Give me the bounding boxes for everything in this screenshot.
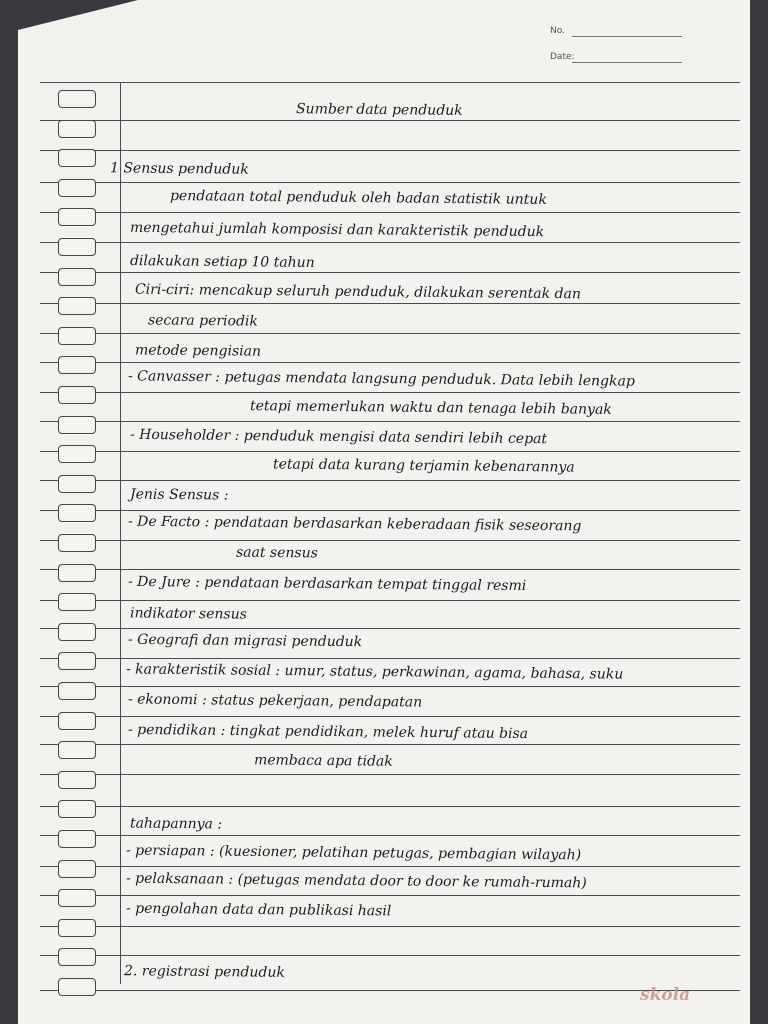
margin-checkbox <box>58 179 96 197</box>
ruled-line <box>40 716 740 717</box>
margin-checkbox <box>58 771 96 789</box>
page-title: Sumber data penduduk <box>295 101 463 119</box>
line-25: - pengolahan data dan publikasi hasil <box>125 900 392 920</box>
ruled-line <box>40 421 740 422</box>
ruled-line <box>40 392 740 393</box>
line-26: 2. registrasi penduduk <box>123 963 285 981</box>
ruled-line <box>40 182 740 183</box>
line-4: dilakukan setiap 10 tahun <box>129 253 315 271</box>
line-1: 1 Sensus penduduk <box>109 160 249 178</box>
line-24: - pelaksanaan : (petugas mendata door to door ke rumah-rumah) <box>125 870 587 892</box>
notebook-page <box>18 0 750 1024</box>
line-3: mengetahui jumlah komposisi dan karakteristik penduduk <box>129 219 545 241</box>
ruled-line <box>40 540 740 541</box>
margin-line <box>120 82 121 984</box>
margin-checkbox <box>58 90 96 108</box>
margin-checkbox <box>58 475 96 493</box>
ruled-line <box>40 480 740 481</box>
ruled-line <box>40 990 740 991</box>
ruled-line <box>40 362 740 363</box>
ruled-line <box>40 774 740 775</box>
line-5: Ciri-ciri: mencakup seluruh penduduk, dilakukan serentak dan <box>134 281 581 303</box>
margin-checkbox <box>58 356 96 374</box>
margin-checkbox <box>58 416 96 434</box>
margin-checkbox <box>58 800 96 818</box>
ruled-line <box>40 744 740 745</box>
margin-checkbox <box>58 297 96 315</box>
margin-checkbox <box>58 978 96 996</box>
line-22: tahapannya : <box>129 815 223 833</box>
line-13: - De Facto : pendataan berdasarkan keberadaan fisik seseorang <box>127 513 582 535</box>
line-20: - pendidikan : tingkat pendidikan, melek huruf atau bisa <box>127 721 529 743</box>
ruled-line <box>40 895 740 896</box>
margin-checkbox <box>58 504 96 522</box>
ruled-line <box>40 303 740 304</box>
line-11: tetapi data kurang terjamin kebenarannya <box>272 456 575 476</box>
ruled-line <box>40 212 740 213</box>
ruled-line <box>40 955 740 956</box>
ruled-line <box>40 150 740 151</box>
ruled-line <box>40 926 740 927</box>
line-10: - Householder : penduduk mengisi data sendiri lebih cepat <box>129 426 548 448</box>
margin-checkbox <box>58 445 96 463</box>
margin-checkbox <box>58 682 96 700</box>
line-19: - ekonomi : status pekerjaan, pendapatan <box>127 691 423 711</box>
ruled-line <box>40 835 740 836</box>
margin-checkbox <box>58 652 96 670</box>
margin-checkbox <box>58 919 96 937</box>
line-9: tetapi memerlukan waktu dan tenaga lebih banyak <box>249 398 612 418</box>
ruled-line <box>40 120 740 121</box>
no-label: No. <box>550 26 565 36</box>
line-15: - De Jure : pendataan berdasarkan tempat tinggal resmi <box>127 573 527 595</box>
ruled-line <box>40 569 740 570</box>
watermark-stamp: skola <box>640 985 691 1005</box>
date-field <box>550 52 575 62</box>
margin-checkbox <box>58 534 96 552</box>
line-14: saat sensus <box>235 544 318 562</box>
margin-checkbox <box>58 238 96 256</box>
no-field <box>550 26 565 36</box>
ruled-line <box>40 600 740 601</box>
margin-checkbox <box>58 889 96 907</box>
page-corner <box>18 0 138 30</box>
line-12: Jenis Sensus : <box>129 486 229 504</box>
ruled-line <box>40 510 740 511</box>
margin-checkbox <box>58 208 96 226</box>
line-17: - Geografi dan migrasi penduduk <box>127 631 363 651</box>
line-16: indikator sensus <box>129 605 247 623</box>
line-21: membaca apa tidak <box>253 752 393 770</box>
margin-checkbox <box>58 386 96 404</box>
ruled-line <box>40 242 740 243</box>
margin-checkbox <box>58 593 96 611</box>
line-7: metode pengisian <box>134 342 262 360</box>
margin-checkbox <box>58 564 96 582</box>
line-2: pendataan total penduduk oleh badan statistik untuk <box>169 188 547 208</box>
ruled-line <box>40 866 740 867</box>
margin-checkbox <box>58 268 96 286</box>
margin-checkbox <box>58 712 96 730</box>
line-6: secara periodik <box>147 312 259 330</box>
margin-checkbox <box>58 860 96 878</box>
margin-checkbox <box>58 948 96 966</box>
ruled-line <box>40 658 740 659</box>
ruled-line <box>40 333 740 334</box>
margin-checkbox <box>58 623 96 641</box>
margin-checkbox <box>58 120 96 138</box>
ruled-line <box>40 686 740 687</box>
line-23: - persiapan : (kuesioner, pelatihan petugas, pembagian wilayah) <box>125 842 582 864</box>
margin-checkbox <box>58 149 96 167</box>
line-8: - Canvasser : petugas mendata langsung penduduk. Data lebih lengkap <box>127 368 635 390</box>
ruled-line <box>40 451 740 452</box>
ruled-line <box>40 272 740 273</box>
ruled-line <box>40 628 740 629</box>
ruled-line <box>40 82 740 83</box>
margin-checkbox <box>58 741 96 759</box>
date-label: Date: <box>550 52 575 62</box>
line-18: - karakteristik sosial : umur, status, perkawinan, agama, bahasa, suku <box>125 661 624 683</box>
ruled-line <box>40 806 740 807</box>
margin-checkbox <box>58 830 96 848</box>
margin-checkbox <box>58 327 96 345</box>
